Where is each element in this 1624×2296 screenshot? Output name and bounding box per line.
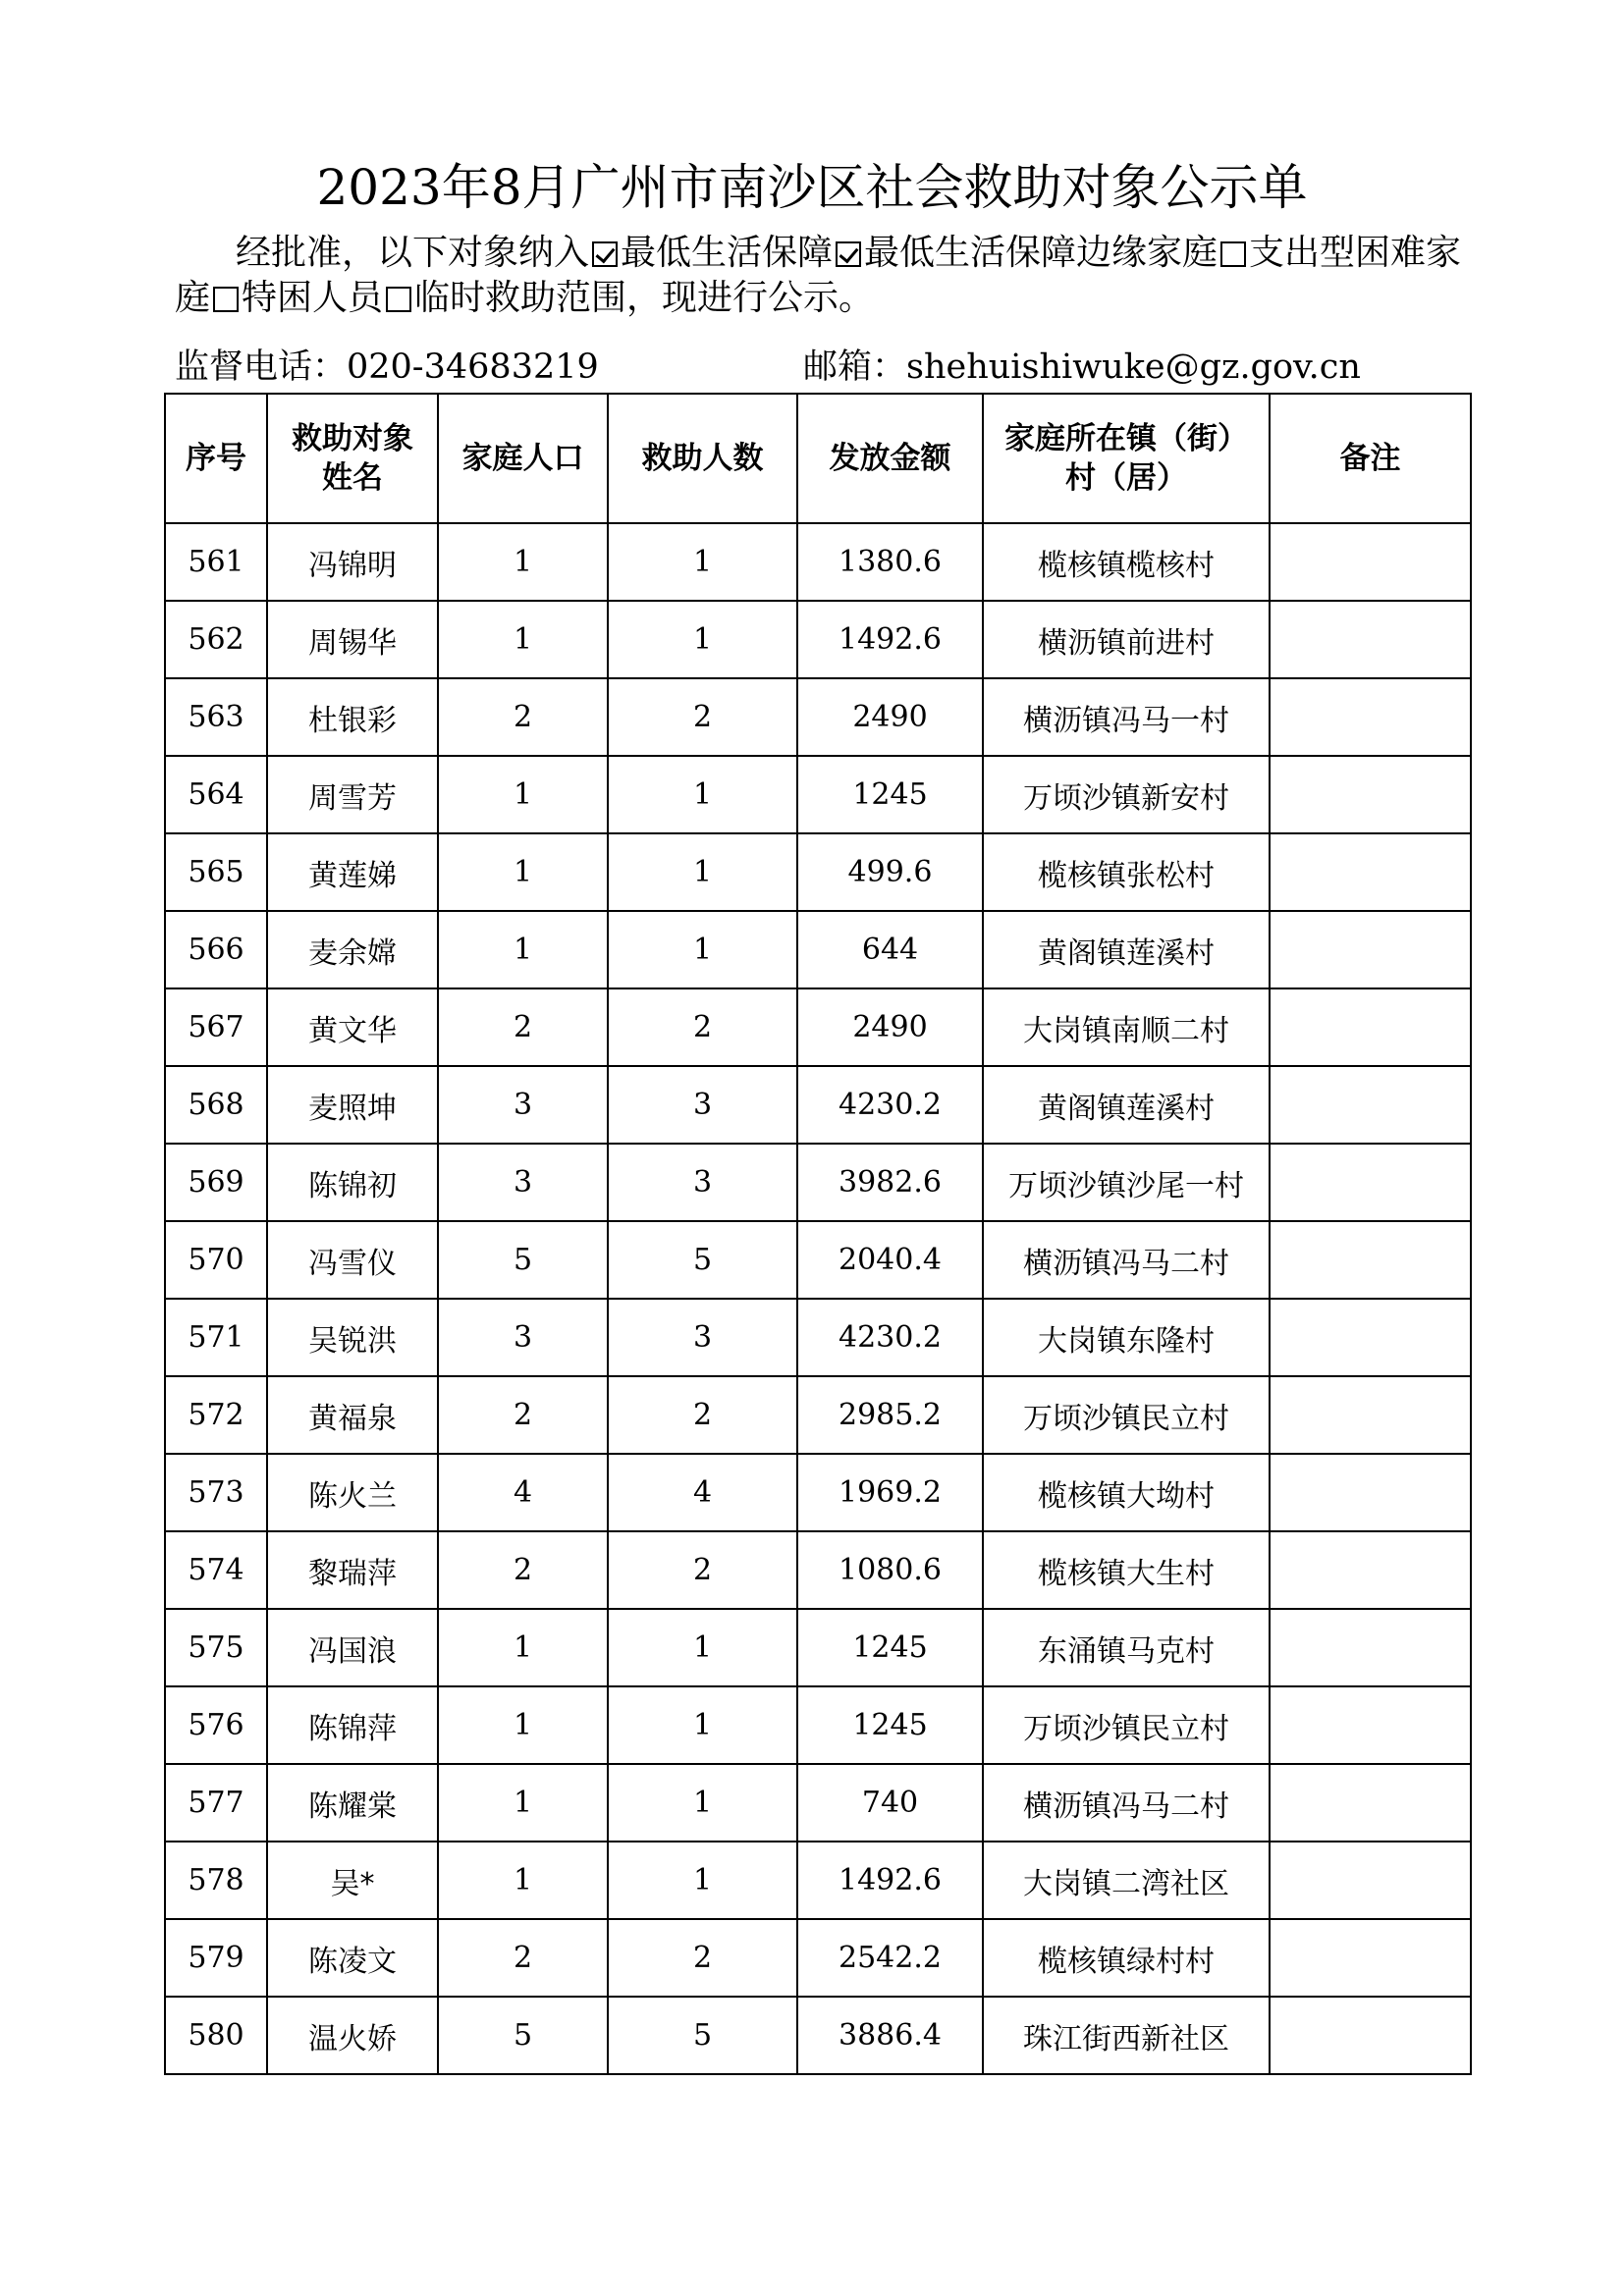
row-aided: 2 <box>608 1531 797 1609</box>
row-location: 横沥镇冯马二村 <box>983 1221 1270 1299</box>
row-amount: 499.6 <box>797 833 983 911</box>
row-name: 冯国浪 <box>267 1609 438 1686</box>
table-row <box>165 1997 1471 2074</box>
row-household: 4 <box>438 1454 608 1531</box>
table-row <box>165 601 1471 678</box>
row-no: 571 <box>165 1299 267 1376</box>
table-row <box>165 1609 1471 1686</box>
row-aided: 1 <box>608 1686 797 1764</box>
row-name: 冯锦明 <box>267 523 438 601</box>
row-remark <box>1270 1686 1471 1764</box>
table-row <box>165 756 1471 833</box>
row-household: 5 <box>438 1997 608 2074</box>
row-aided: 5 <box>608 1997 797 2074</box>
row-household: 1 <box>438 911 608 988</box>
checkbox-icon-tekun <box>213 287 239 312</box>
row-amount: 3982.6 <box>797 1144 983 1221</box>
table-row <box>165 1764 1471 1842</box>
row-no: 566 <box>165 911 267 988</box>
intro-paragraph <box>175 231 1471 321</box>
row-no: 570 <box>165 1221 267 1299</box>
row-location: 黄阁镇莲溪村 <box>983 1066 1270 1144</box>
row-household: 2 <box>438 1376 608 1454</box>
row-aided: 3 <box>608 1144 797 1221</box>
row-amount: 1245 <box>797 1686 983 1764</box>
row-household: 1 <box>438 833 608 911</box>
row-aided: 1 <box>608 601 797 678</box>
table-row <box>165 833 1471 911</box>
row-no: 561 <box>165 523 267 601</box>
row-amount: 740 <box>797 1764 983 1842</box>
row-no: 563 <box>165 678 267 756</box>
row-remark <box>1270 523 1471 601</box>
row-name: 周锡华 <box>267 601 438 678</box>
row-remark <box>1270 756 1471 833</box>
row-no: 579 <box>165 1919 267 1997</box>
table-row <box>165 1144 1471 1221</box>
row-amount: 4230.2 <box>797 1299 983 1376</box>
row-location: 万顷沙镇沙尾一村 <box>983 1144 1270 1221</box>
row-no: 575 <box>165 1609 267 1686</box>
page-title: 2023年8月广州市南沙区社会救助对象公示单 <box>316 159 1308 216</box>
option-label-expenditure: 支出型困难家庭 <box>175 233 1462 318</box>
row-household: 1 <box>438 601 608 678</box>
row-no: 569 <box>165 1144 267 1221</box>
row-no: 573 <box>165 1454 267 1531</box>
table-row <box>165 1221 1471 1299</box>
row-aided: 1 <box>608 1842 797 1919</box>
table-row <box>165 678 1471 756</box>
contact-email: 邮箱：shehuishiwuke@gz.gov.cn <box>803 347 1361 387</box>
row-remark <box>1270 1764 1471 1842</box>
row-name: 黄福泉 <box>267 1376 438 1454</box>
row-aided: 1 <box>608 1764 797 1842</box>
row-aided: 3 <box>608 1066 797 1144</box>
row-remark <box>1270 1919 1471 1997</box>
row-amount: 2490 <box>797 678 983 756</box>
row-household: 3 <box>438 1144 608 1221</box>
row-location: 万顷沙镇新安村 <box>983 756 1270 833</box>
row-aided: 5 <box>608 1221 797 1299</box>
row-aided: 1 <box>608 833 797 911</box>
row-location: 东涌镇马克村 <box>983 1609 1270 1686</box>
option-label-temporary: 临时救助 <box>414 278 557 318</box>
row-amount: 1969.2 <box>797 1454 983 1531</box>
row-remark <box>1270 1997 1471 2074</box>
row-no: 576 <box>165 1686 267 1764</box>
row-household: 1 <box>438 756 608 833</box>
row-remark <box>1270 1144 1471 1221</box>
table-row <box>165 911 1471 988</box>
row-amount: 2542.2 <box>797 1919 983 1997</box>
row-no: 562 <box>165 601 267 678</box>
checkbox-icon-dibao <box>592 241 618 267</box>
option-label-dibao-edge: 最低生活保障边缘家庭 <box>864 233 1218 273</box>
row-amount: 1245 <box>797 756 983 833</box>
row-aided: 2 <box>608 1919 797 1997</box>
row-no: 564 <box>165 756 267 833</box>
row-remark <box>1270 601 1471 678</box>
row-amount: 2985.2 <box>797 1376 983 1454</box>
row-amount: 644 <box>797 911 983 988</box>
intro-tail: 范围，现进行公示。 <box>556 278 875 318</box>
table-row <box>165 1299 1471 1376</box>
row-aided: 2 <box>608 988 797 1066</box>
table-row <box>165 1842 1471 1919</box>
row-aided: 1 <box>608 911 797 988</box>
header-household: 家庭人口 <box>438 394 608 523</box>
row-aided: 3 <box>608 1299 797 1376</box>
row-household: 2 <box>438 988 608 1066</box>
row-name: 麦余嫦 <box>267 911 438 988</box>
row-name: 陈凌文 <box>267 1919 438 1997</box>
row-remark <box>1270 1842 1471 1919</box>
row-location: 横沥镇冯马二村 <box>983 1764 1270 1842</box>
header-name: 救助对象 姓名 <box>267 394 438 523</box>
table-row <box>165 1531 1471 1609</box>
row-remark <box>1270 833 1471 911</box>
row-name: 杜银彩 <box>267 678 438 756</box>
row-amount: 1080.6 <box>797 1531 983 1609</box>
row-aided: 1 <box>608 756 797 833</box>
row-aided: 2 <box>608 1376 797 1454</box>
table-row <box>165 1919 1471 1997</box>
row-name: 陈锦萍 <box>267 1686 438 1764</box>
table-row <box>165 1454 1471 1531</box>
row-location: 大岗镇二湾社区 <box>983 1842 1270 1919</box>
row-aided: 2 <box>608 678 797 756</box>
row-amount: 1245 <box>797 1609 983 1686</box>
intro-lead: 经批准，以下对象纳入 <box>236 233 590 273</box>
row-location: 万顷沙镇民立村 <box>983 1686 1270 1764</box>
row-household: 1 <box>438 1686 608 1764</box>
row-location: 大岗镇南顺二村 <box>983 988 1270 1066</box>
row-aided: 4 <box>608 1454 797 1531</box>
row-amount: 3886.4 <box>797 1997 983 2074</box>
row-no: 568 <box>165 1066 267 1144</box>
row-household: 2 <box>438 678 608 756</box>
checkbox-icon-temporary <box>386 287 411 312</box>
row-remark <box>1270 1299 1471 1376</box>
row-no: 580 <box>165 1997 267 2074</box>
row-name: 黄文华 <box>267 988 438 1066</box>
header-amount: 发放金额 <box>797 394 983 523</box>
recipients-table <box>164 393 1472 2075</box>
row-remark <box>1270 911 1471 988</box>
row-household: 2 <box>438 1919 608 1997</box>
row-name: 麦照坤 <box>267 1066 438 1144</box>
row-no: 567 <box>165 988 267 1066</box>
header-remark: 备注 <box>1270 394 1471 523</box>
row-household: 2 <box>438 1531 608 1609</box>
row-name: 陈火兰 <box>267 1454 438 1531</box>
row-amount: 4230.2 <box>797 1066 983 1144</box>
row-location: 榄核镇大生村 <box>983 1531 1270 1609</box>
checkbox-icon-dibao-edge <box>836 241 861 267</box>
row-amount: 1492.6 <box>797 601 983 678</box>
option-label-tekun: 特困人员 <box>242 278 384 318</box>
row-location: 大岗镇东隆村 <box>983 1299 1270 1376</box>
row-no: 578 <box>165 1842 267 1919</box>
row-no: 565 <box>165 833 267 911</box>
row-amount: 1380.6 <box>797 523 983 601</box>
row-name: 冯雪仪 <box>267 1221 438 1299</box>
table-row <box>165 1686 1471 1764</box>
row-name: 吴锐洪 <box>267 1299 438 1376</box>
row-name: 黄莲娣 <box>267 833 438 911</box>
header-no: 序号 <box>165 394 267 523</box>
row-location: 榄核镇榄核村 <box>983 523 1270 601</box>
row-location: 珠江街西新社区 <box>983 1997 1270 2074</box>
table-row <box>165 988 1471 1066</box>
row-name: 周雪芳 <box>267 756 438 833</box>
row-location: 万顷沙镇民立村 <box>983 1376 1270 1454</box>
row-aided: 1 <box>608 523 797 601</box>
row-household: 1 <box>438 523 608 601</box>
row-no: 577 <box>165 1764 267 1842</box>
row-remark <box>1270 1066 1471 1144</box>
header-aided: 救助人数 <box>608 394 797 523</box>
row-name: 温火娇 <box>267 1997 438 2074</box>
row-location: 横沥镇冯马一村 <box>983 678 1270 756</box>
row-remark <box>1270 1454 1471 1531</box>
row-name: 陈锦初 <box>267 1144 438 1221</box>
row-household: 3 <box>438 1299 608 1376</box>
row-household: 1 <box>438 1609 608 1686</box>
row-remark <box>1270 678 1471 756</box>
row-amount: 2490 <box>797 988 983 1066</box>
row-household: 5 <box>438 1221 608 1299</box>
row-location: 榄核镇张松村 <box>983 833 1270 911</box>
row-name: 陈耀棠 <box>267 1764 438 1842</box>
row-household: 1 <box>438 1764 608 1842</box>
row-location: 榄核镇绿村村 <box>983 1919 1270 1997</box>
row-location: 横沥镇前进村 <box>983 601 1270 678</box>
row-location: 榄核镇大坳村 <box>983 1454 1270 1531</box>
header-location: 家庭所在镇（街） 村（居） <box>983 394 1270 523</box>
row-remark <box>1270 1221 1471 1299</box>
row-remark <box>1270 1609 1471 1686</box>
row-household: 1 <box>438 1842 608 1919</box>
row-remark <box>1270 988 1471 1066</box>
row-aided: 1 <box>608 1609 797 1686</box>
row-no: 572 <box>165 1376 267 1454</box>
table-header-row <box>165 394 1471 523</box>
row-location: 黄阁镇莲溪村 <box>983 911 1270 988</box>
row-remark <box>1270 1531 1471 1609</box>
row-name: 吴* <box>267 1842 438 1919</box>
row-amount: 2040.4 <box>797 1221 983 1299</box>
checkbox-icon-expenditure <box>1220 241 1246 267</box>
row-amount: 1492.6 <box>797 1842 983 1919</box>
row-household: 3 <box>438 1066 608 1144</box>
table-row <box>165 1066 1471 1144</box>
option-label-dibao: 最低生活保障 <box>621 233 834 273</box>
table-row <box>165 1376 1471 1454</box>
table-row <box>165 523 1471 601</box>
supervision-phone: 监督电话：020-34683219 <box>175 347 599 387</box>
row-no: 574 <box>165 1531 267 1609</box>
row-remark <box>1270 1376 1471 1454</box>
row-name: 黎瑞萍 <box>267 1531 438 1609</box>
